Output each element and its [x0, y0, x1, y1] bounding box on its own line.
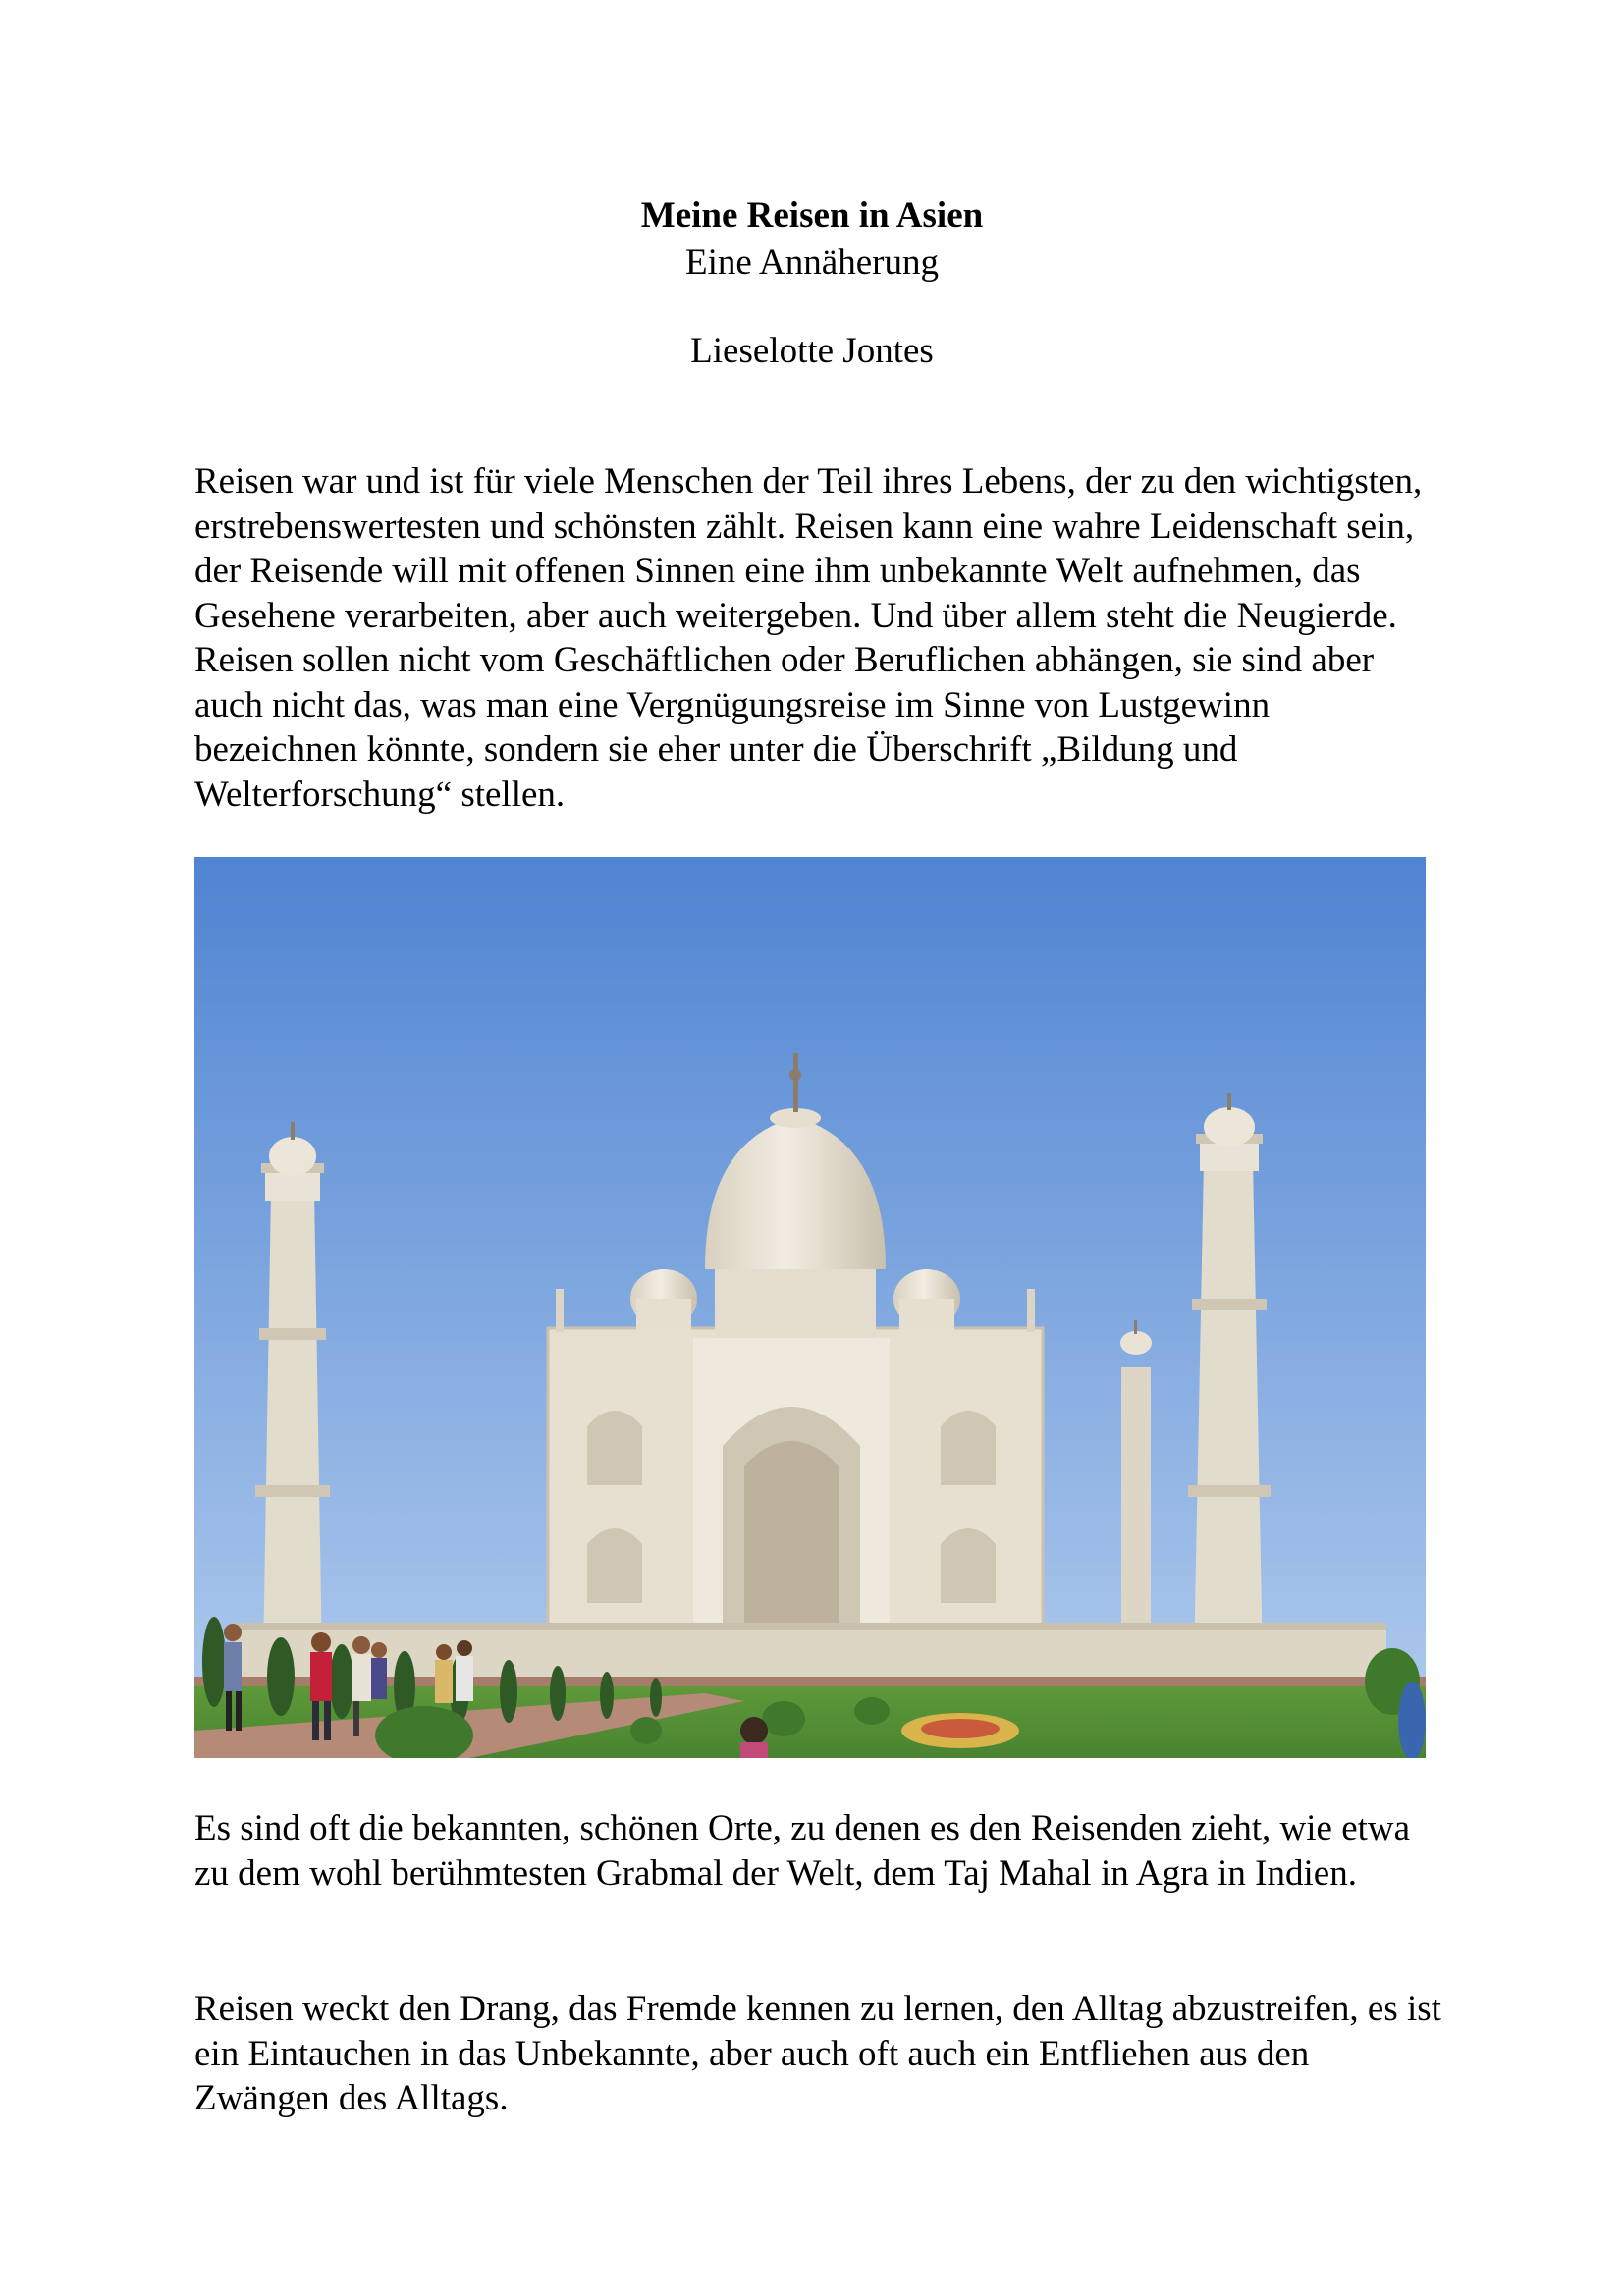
document-title: Meine Reisen in Asien [640, 195, 984, 236]
document-header [0, 192, 1624, 375]
taj-mahal-paragraph: Es sind oft die bekannten, schönen Orte, zu denen es den Reisenden zieht, wie etwa zu dem wohl berühmtesten Grabmal der Welt, dem Taj Mahal in Agra in Indien. [194, 1808, 1411, 1894]
closing-paragraph: Reisen weckt den Drang, das Fremde kennen zu lernen, den Alltag abzustreifen, es ist ein Eintauchen in das Unbekannte, aber auch oft auch ein Entfliehen aus den Zwängen des Alltags. [194, 1989, 1441, 2118]
intro-paragraph: Reisen war und ist für viele Menschen der Teil ihres Lebens, der zu den wichtigsten, erstrebenswertesten und schönsten zählt. Reisen kann eine wahre Leidenschaft sein, der Reisende will mit offenen Sinnen eine ihm unbekannte Welt aufnehmen, das Gesehene verarbeiten, aber auch weitergeben. Und über allem steht die Neugierde. Reisen sollen nicht vom Geschäftlichen oder Beruflichen abhängen, sie sind aber auch nicht das, was man eine Vergnügungsreise im Sinne von Lustgewinn bezeichnen könnte, sondern sie eher unter die Überschrift „Bildung und Welterforschung“ stellen. [194, 461, 1423, 815]
taj-mahal-photo [194, 857, 1426, 1758]
author-name: Lieselotte Jontes [690, 331, 934, 371]
document-subtitle: Eine Annäherung [685, 242, 939, 283]
